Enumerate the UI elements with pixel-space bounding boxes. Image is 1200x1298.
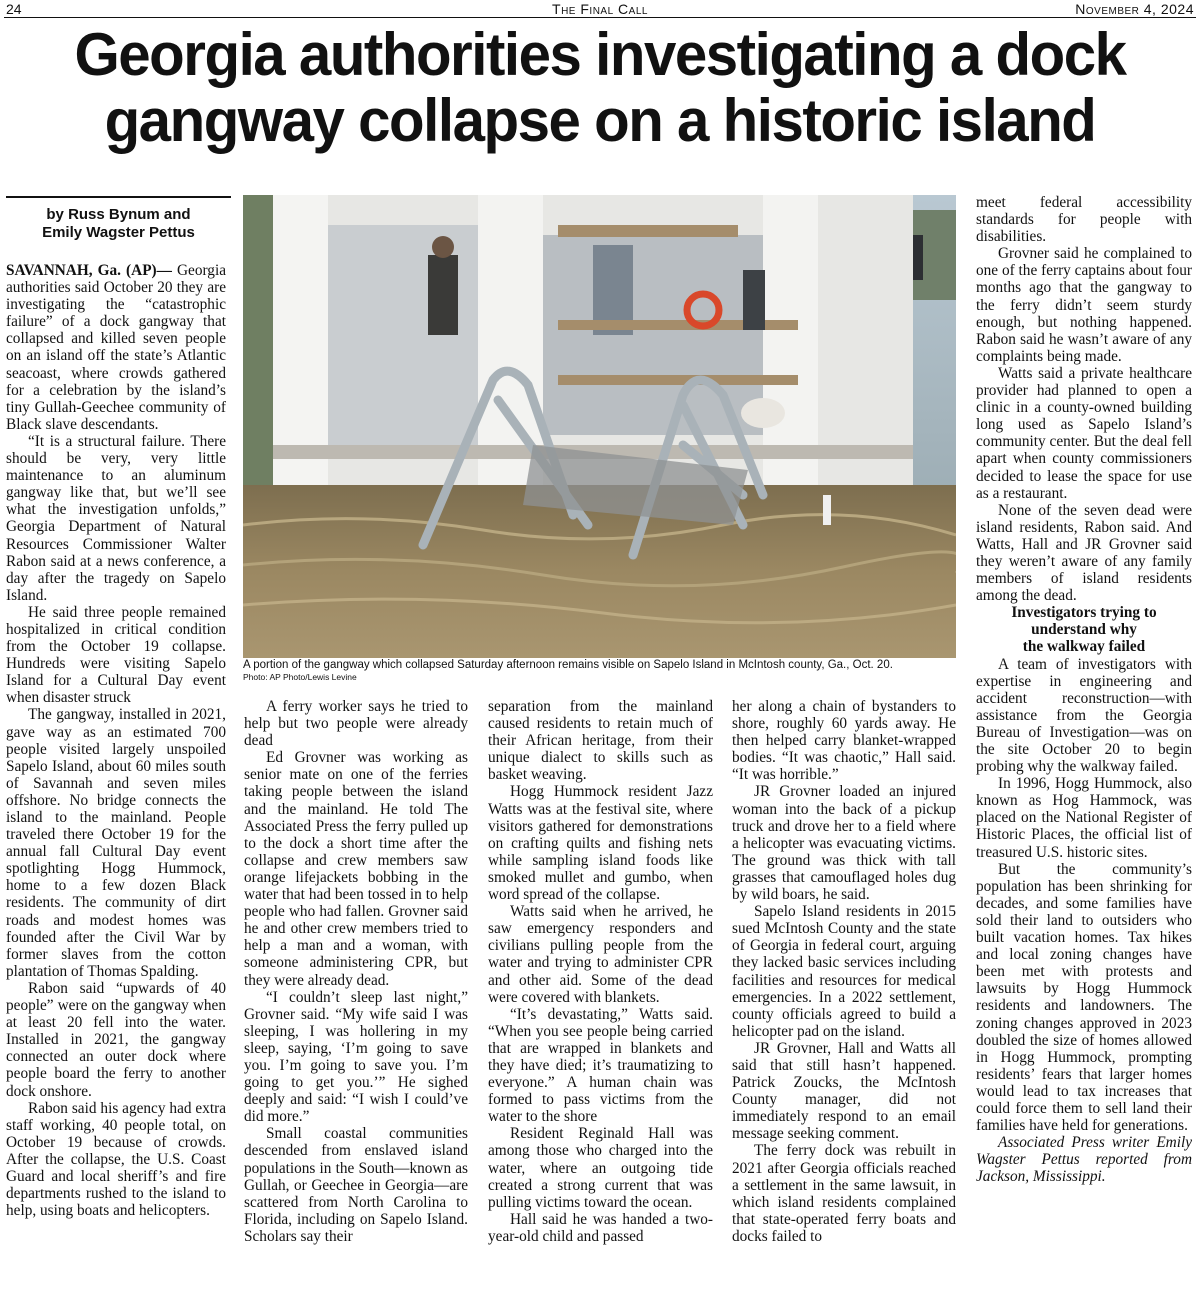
subhead-line-3: the walkway failed (1022, 638, 1146, 656)
article-column-5 (976, 194, 1192, 1185)
article-paragraph: None of the seven dead were island residents, Rabon said. And Watts, Hall and JR Grovner said they weren’t aware of any family members of island residents among the dead. (976, 501, 1192, 605)
article-paragraph: JR Grovner loaded an injured woman into the back of a pickup truck and drove her to a field where a helicopter was evacuating victims. The ground was thick with tall grasses that camouflaged holes dug by wild boars, he said. (732, 783, 956, 904)
article-paragraph: Rabon said his agency had extra staff working, 40 people total, on October 19 because of crowds. After the collapse, the U.S. Coast Guard and local sheriff’s and fire departments rushed to the island to help, using boats and helicopters. (6, 1099, 226, 1220)
article-paragraph-text: Georgia authorities said October 20 they are investigating the “catastrophic failure” of a dock gangway that collapsed and killed seven people on an island off the state’s Atlantic seacoast, where crowds gathered for a celebration by the island’s tiny Gullah-Geechee community of Black slave descendants. (6, 262, 226, 433)
byline (6, 206, 231, 242)
paper-name: The Final Call (552, 1, 648, 17)
article-paragraph: A team of investigators with expertise in engineering and accident reconstruction—with assistance from the Georgia Bureau of Investigation—was on the site October 20 to begin probing why the walkway failed. (976, 655, 1192, 776)
article-paragraph: Ed Grovner was working as senior mate on one of the ferries taking people between the island and the mainland. He told The Associated Press the ferry pulled up to the dock a short time after the collapse and crew members saw orange lifejackets bobbing in the water that had been tossed in to help people who had fallen. Grovner said he and other crew members tried to help a man and a woman, with someone administering CPR, but they were already dead. (244, 749, 468, 989)
headline-line-1: Georgia authorities investigating a dock (74, 21, 1126, 88)
news-photo (243, 195, 956, 658)
article-paragraph: The gangway, installed in 2021, gave way as an estimated 700 people visited largely unspoiled Sapelo Island, about 60 miles south of Savannah and seven miles offshore. No bridge connects the island to the mainland. People traveled there October 19 for the annual fall Cultural Day event spotlighting Hogg Hummock, home to a few dozen Black residents. The community of dirt roads and modest homes was founded after the Civil War by former slaves from the cotton plantation of Thomas Spalding. (6, 706, 226, 980)
article-paragraph: “I couldn’t sleep last night,” Grovner said. “My wife said I was sleeping, I was hollering in my sleep, saying, ‘I’m going to save you. I’m going to save you. I’m going to get you.’” He sighed deeply and said: “I wish I could’ve did more.” (244, 988, 468, 1126)
byline-box (6, 196, 231, 242)
article-paragraph: But the community’s population has been shrinking for decades, and some families have sold their land to outsiders who built vacation homes. Tax hikes and local zoning changes have been met with protests and lawsuits by Hogg Hummock residents and landowners. The zoning changes approved in 2023 doubled the size of homes allowed in Hogg Hummock, prompting residents’ fears that larger homes would lead to tax increases that could force them to sell land their families have held for generations. (976, 860, 1192, 1135)
article-paragraph: He said three people remained hospitalized in critical condition from the October 19 collapse. Hundreds were visiting Sapelo Island for a Cultural Day event when disaster struck (6, 603, 226, 707)
byline-line-1: by Russ Bynum and (46, 206, 191, 223)
article-paragraph: “It’s devastating,” Watts said. “When you see people being carried that are wrapped in blankets and they have died; it’s traumatizing to everyone.” A human chain was formed to pass victims from the water to the shore (488, 1005, 713, 1126)
photo-caption: A portion of the gangway which collapsed Saturday afternoon remains visible on Sapelo Island in McIntosh county, Ga., Oct. 20. (243, 659, 893, 671)
page-header (4, 0, 1196, 18)
photo-credit: Photo: AP Photo/Lewis Levine (243, 672, 357, 682)
article-paragraph: JR Grovner, Hall and Watts all said that still hasn’t happened. Patrick Zoucks, the McIntosh County manager, did not immediately respond to an email message seeking comment. (732, 1039, 956, 1143)
article-paragraph: separation from the mainland caused residents to retain much of their African heritage, from their unique dialect to skills such as basket weaving. (488, 698, 713, 784)
article-paragraph (6, 262, 226, 433)
subhead-line-1: Investigators trying to (1011, 604, 1157, 622)
byline-rule (6, 196, 231, 198)
headline-line-2: gangway collapse on a historic island (104, 87, 1096, 154)
article-paragraph: Rabon said “upwards of 40 people” were on the gangway when at least 20 fell into the water. Installed in 2021, the gangway connected an outer dock where people board the ferry to another dock onshore. (6, 979, 226, 1100)
article-paragraph: In 1996, Hogg Hummock, also known as Hog Hammock, was placed on the National Register of Historic Places, the official list of treasured U.S. historic sites. (976, 775, 1192, 861)
article-column-4 (732, 698, 956, 1245)
article-paragraph: Hall said he was handed a two-year-old child and passed (488, 1210, 713, 1245)
article-paragraph: Resident Reginald Hall was among those who charged into the water, where an outgoing tide created a strong current that was pulling victims toward the ocean. (488, 1125, 713, 1211)
collapsed-gangway-photo (243, 195, 956, 658)
article-paragraph: A ferry worker says he tried to help but two people were already dead (244, 698, 468, 750)
headline (18, 22, 1182, 154)
article-paragraph: “It is a structural failure. There should be very, very little maintenance to an aluminum gangway like that, but we’ll see what the investigation unfolds,” Georgia Department of Natural Resources Commissioner Walter Rabon said at a news conference, a day after the tragedy on Sapelo Island. (6, 432, 226, 604)
article-paragraph: Watts said a private healthcare provider had planned to open a clinic in a county-owned building long used as Sapelo Island’s community center. But the deal fell apart when county commissioners decided to lease the space for use as a restaurant. (976, 364, 1192, 502)
byline-line-2: Emily Wagster Pettus (42, 224, 195, 241)
article-paragraph: The ferry dock was rebuilt in 2021 after Georgia officials reached a settlement in the same lawsuit, in which island residents complained that state-operated ferry boats and docks failed to (732, 1142, 956, 1245)
article-tagline: Associated Press writer Emily Wagster Pettus reported from Jackson, Mississippi. (976, 1134, 1192, 1186)
header-rule (4, 17, 1196, 18)
article-column-2 (244, 698, 468, 1245)
dateline: SAVANNAH, Ga. (AP)— (6, 262, 172, 279)
issue-date: November 4, 2024 (1075, 1, 1194, 17)
subhead-line-2: understand why (1031, 621, 1137, 639)
article-paragraph: meet federal accessibility standards for people with disabilities. (976, 194, 1192, 246)
article-column-3 (488, 698, 713, 1245)
article-paragraph: her along a chain of bystanders to shore, roughly 60 yards away. He then helped carry blanket-wrapped bodies. “It was chaotic,” Hall said. “It was horrible.” (732, 698, 956, 784)
section-subhead (976, 604, 1192, 655)
article-paragraph: Grovner said he complained to one of the ferry captains about four months ago that the gangway to the ferry didn’t seem sturdy enough, but nothing happened. Rabon said he wasn’t aware of any complaints being made. (976, 245, 1192, 365)
article-paragraph: Watts said when he arrived, he saw emergency responders and civilians pulling people from the water and trying to administer CPR and other aid. Some of the dead were covered with blankets. (488, 903, 713, 1006)
article-paragraph: Small coastal communities descended from enslaved island populations in the South—known as Gullah, or Geechee in Georgia—are scattered from North Carolina to Florida, including on Sapelo Island. Scholars say their (244, 1125, 468, 1245)
article-column-1 (6, 262, 226, 1219)
article-paragraph: Hogg Hummock resident Jazz Watts was at the festival site, where visitors gathered for demonstrations on crafting quilts and fishing nets while sampling island foods like smoked mullet and gumbo, when word spread of the collapse. (488, 783, 713, 904)
article-paragraph: Sapelo Island residents in 2015 sued McIntosh County and the state of Georgia in federal court, arguing they lacked basic services including facilities and resources for medical emergencies. In a 2022 settlement, county officials agreed to build a helicopter pad on the island. (732, 903, 956, 1040)
page-number: 24 (6, 1, 22, 17)
